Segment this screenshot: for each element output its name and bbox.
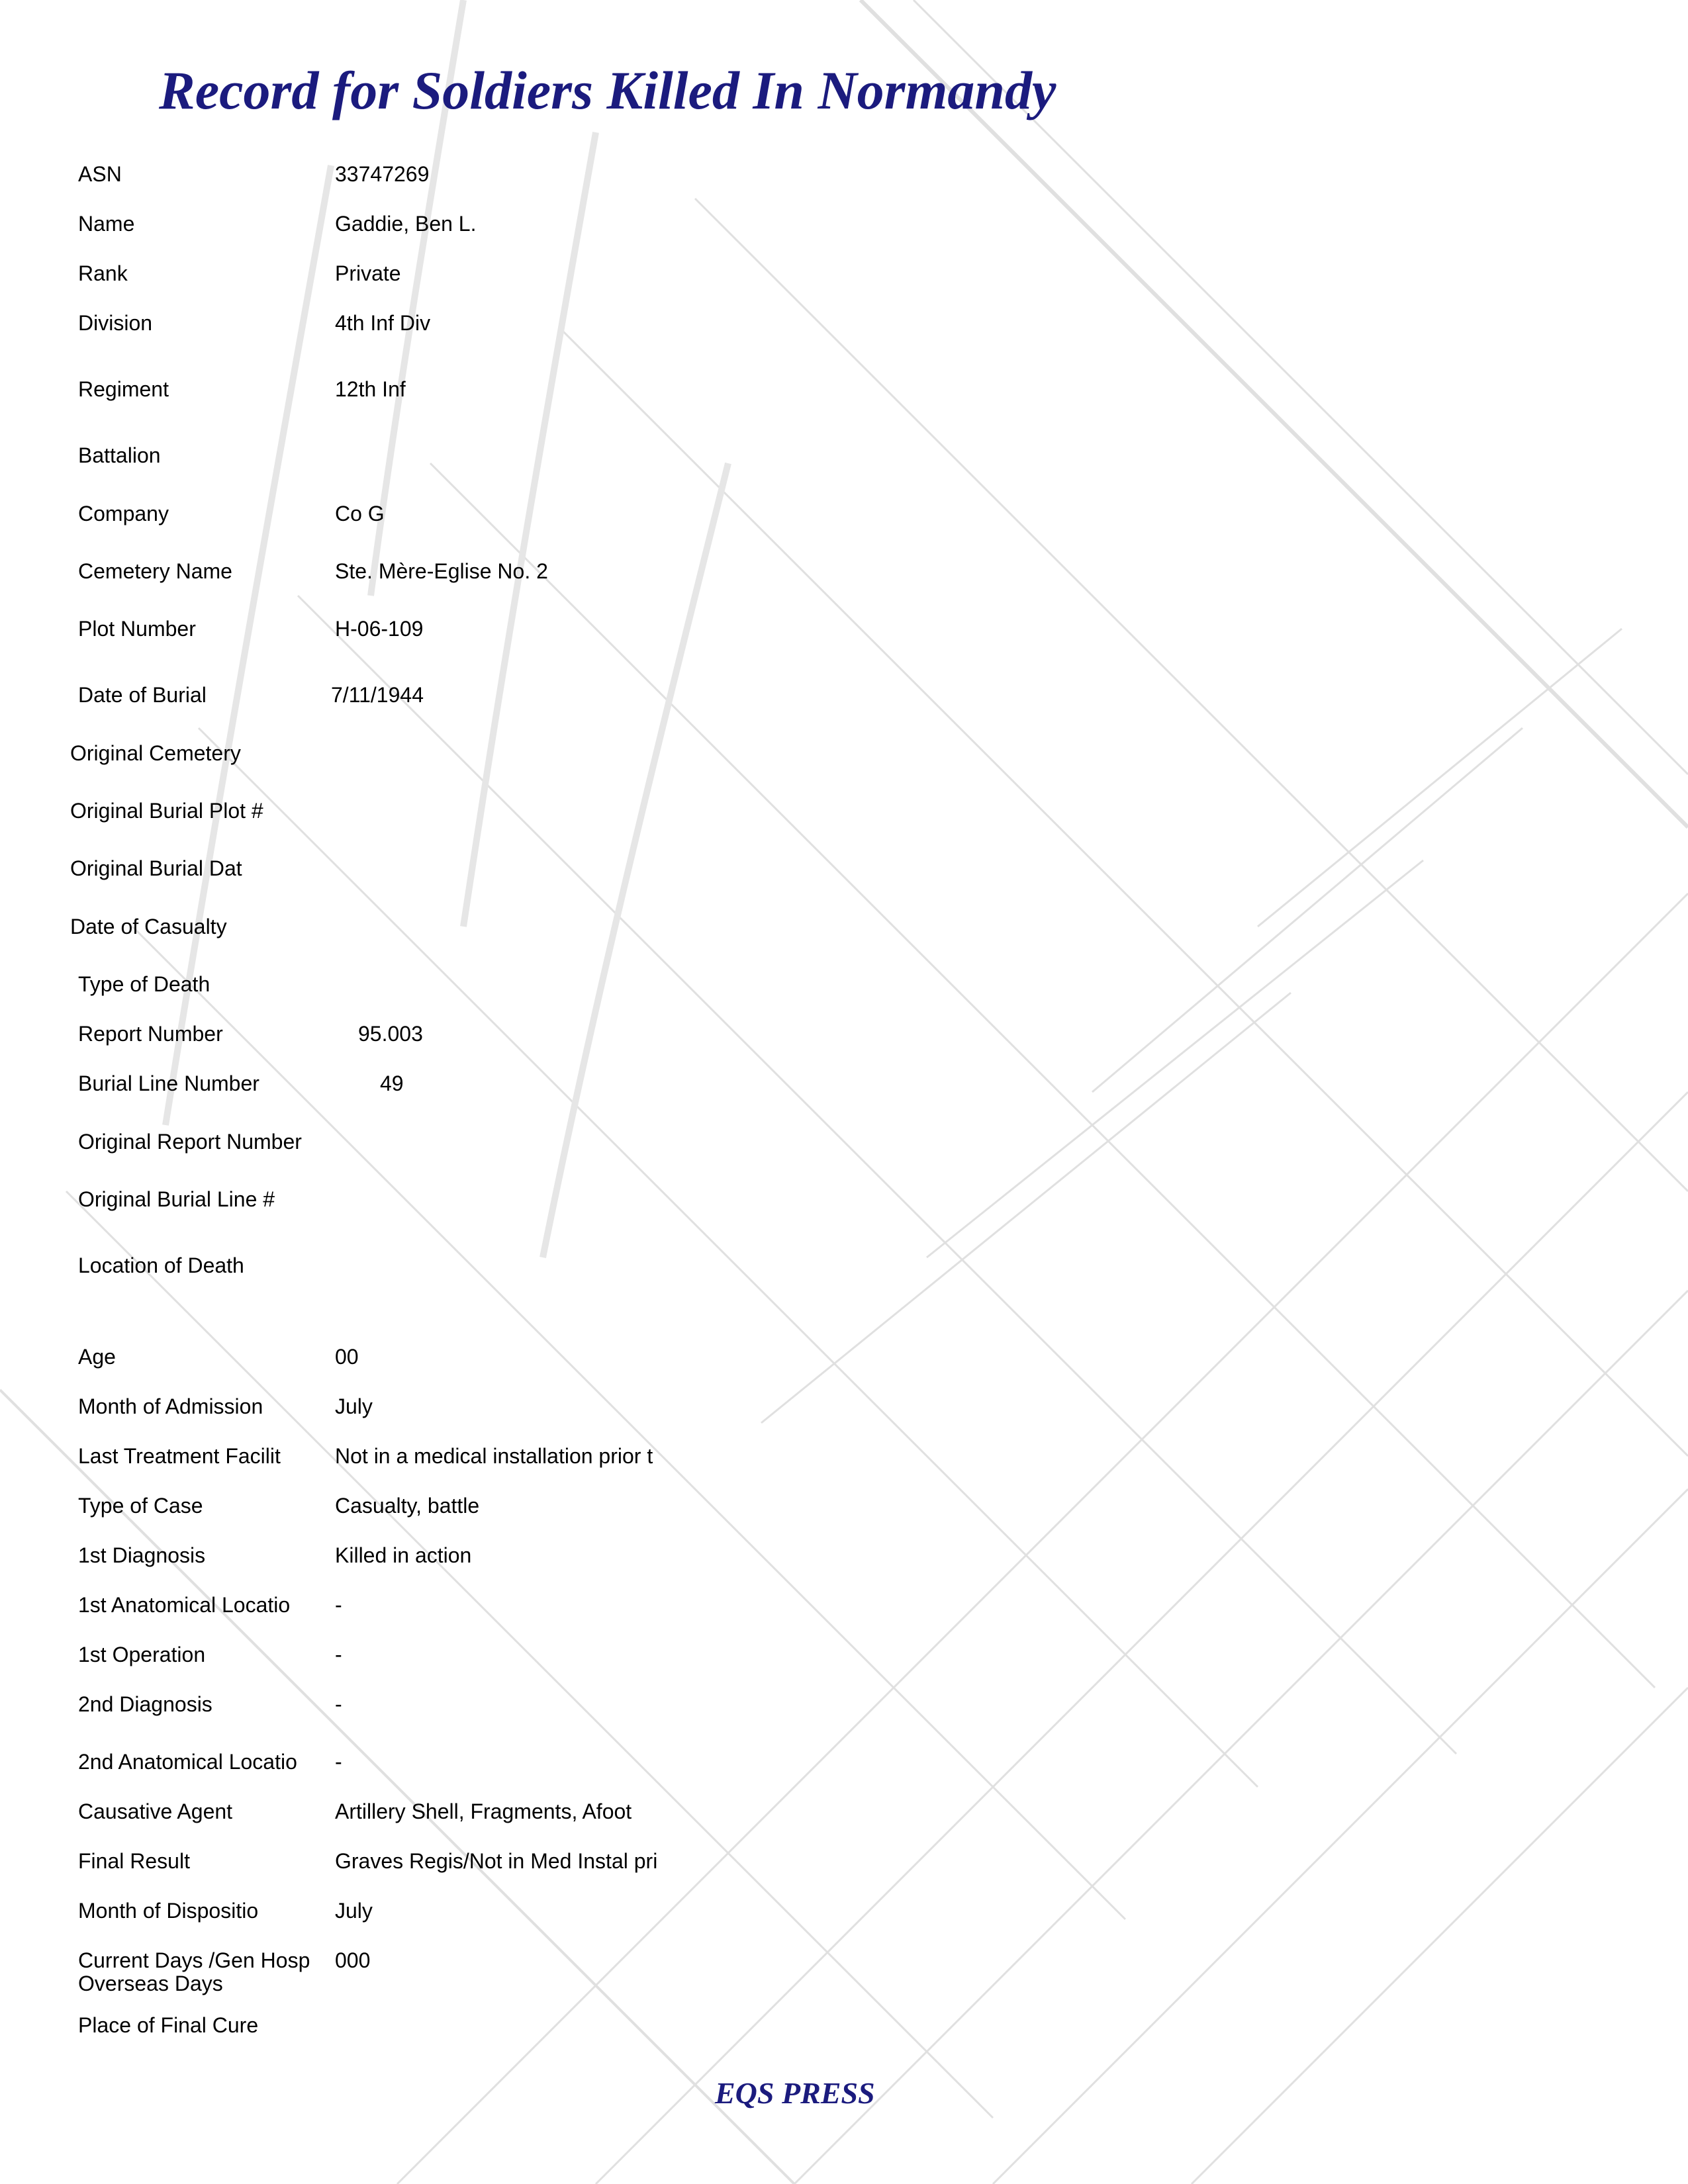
final-result-value: Graves Regis/Not in Med Instal pri <box>335 1849 658 1873</box>
regiment-label: Regiment <box>78 377 169 401</box>
second-diagnosis-label: 2nd Diagnosis <box>78 1692 212 1716</box>
company-label: Company <box>78 502 169 525</box>
original-report-number-label: Original Report Number <box>78 1130 302 1154</box>
date-of-burial-label: Date of Burial <box>78 683 207 707</box>
original-cemetery-label: Original Cemetery <box>70 741 241 765</box>
name-value: Gaddie, Ben L. <box>335 212 477 236</box>
cemetery-name-label: Cemetery Name <box>78 559 232 583</box>
first-diagnosis-label: 1st Diagnosis <box>78 1543 206 1567</box>
causative-agent-value: Artillery Shell, Fragments, Afoot <box>335 1799 632 1823</box>
report-number-value: 95.003 <box>358 1022 423 1046</box>
rank-value: Private <box>335 261 401 285</box>
asn-value: 33747269 <box>335 162 430 186</box>
battalion-label: Battalion <box>78 443 161 467</box>
last-treatment-facility-label: Last Treatment Facilit <box>78 1444 281 1468</box>
first-operation-label: 1st Operation <box>78 1643 206 1666</box>
second-diagnosis-value: - <box>335 1692 342 1716</box>
original-burial-dat-label: Original Burial Dat <box>70 856 242 880</box>
last-treatment-facility-value: Not in a medical installation prior t <box>335 1444 653 1468</box>
first-operation-value: - <box>335 1643 342 1666</box>
month-of-disposition-label: Month of Dispositio <box>78 1899 259 1923</box>
original-burial-plot-label: Original Burial Plot # <box>70 799 263 823</box>
burial-line-number-value: 49 <box>380 1071 404 1095</box>
month-of-admission-value: July <box>335 1394 373 1418</box>
current-days-label: Current Days /Gen Hosp <box>78 1948 310 1972</box>
burial-line-number-label: Burial Line Number <box>78 1071 259 1095</box>
month-of-admission-label: Month of Admission <box>78 1394 263 1418</box>
location-of-death-label: Location of Death <box>78 1253 244 1277</box>
date-of-casualty-label: Date of Casualty <box>70 915 227 938</box>
report-number-label: Report Number <box>78 1022 223 1046</box>
regiment-value: 12th Inf <box>335 377 406 401</box>
plot-number-label: Plot Number <box>78 617 196 641</box>
date-of-burial-value: 7/11/1944 <box>331 683 424 707</box>
page-title: Record for Soldiers Killed In Normandy <box>159 60 1056 120</box>
type-of-death-label: Type of Death <box>78 972 211 996</box>
age-value: 00 <box>335 1345 359 1369</box>
final-result-label: Final Result <box>78 1849 190 1873</box>
causative-agent-label: Causative Agent <box>78 1799 233 1823</box>
cemetery-name-value: Ste. Mère-Eglise No. 2 <box>335 559 548 583</box>
division-value: 4th Inf Div <box>335 311 431 335</box>
type-of-case-value: Casualty, battle <box>335 1494 480 1518</box>
company-value: Co G <box>335 502 385 525</box>
type-of-case-label: Type of Case <box>78 1494 203 1518</box>
first-anatomical-location-value: - <box>335 1593 342 1617</box>
age-label: Age <box>78 1345 116 1369</box>
first-diagnosis-value: Killed in action <box>335 1543 472 1567</box>
rank-label: Rank <box>78 261 128 285</box>
original-burial-line-label: Original Burial Line # <box>78 1187 275 1211</box>
second-anatomical-location-value: - <box>335 1750 342 1774</box>
plot-number-value: H-06-109 <box>335 617 424 641</box>
current-days-value: 000 <box>335 1948 371 1972</box>
month-of-disposition-value: July <box>335 1899 373 1923</box>
name-label: Name <box>78 212 135 236</box>
division-label: Division <box>78 311 153 335</box>
publisher-footer: EQS PRESS <box>715 2076 875 2110</box>
first-anatomical-location-label: 1st Anatomical Locatio <box>78 1593 291 1617</box>
second-anatomical-location-label: 2nd Anatomical Locatio <box>78 1750 297 1774</box>
place-of-final-cure-label: Place of Final Cure <box>78 2013 259 2037</box>
asn-label: ASN <box>78 162 122 186</box>
overseas-days-label: Overseas Days <box>78 1972 223 1995</box>
